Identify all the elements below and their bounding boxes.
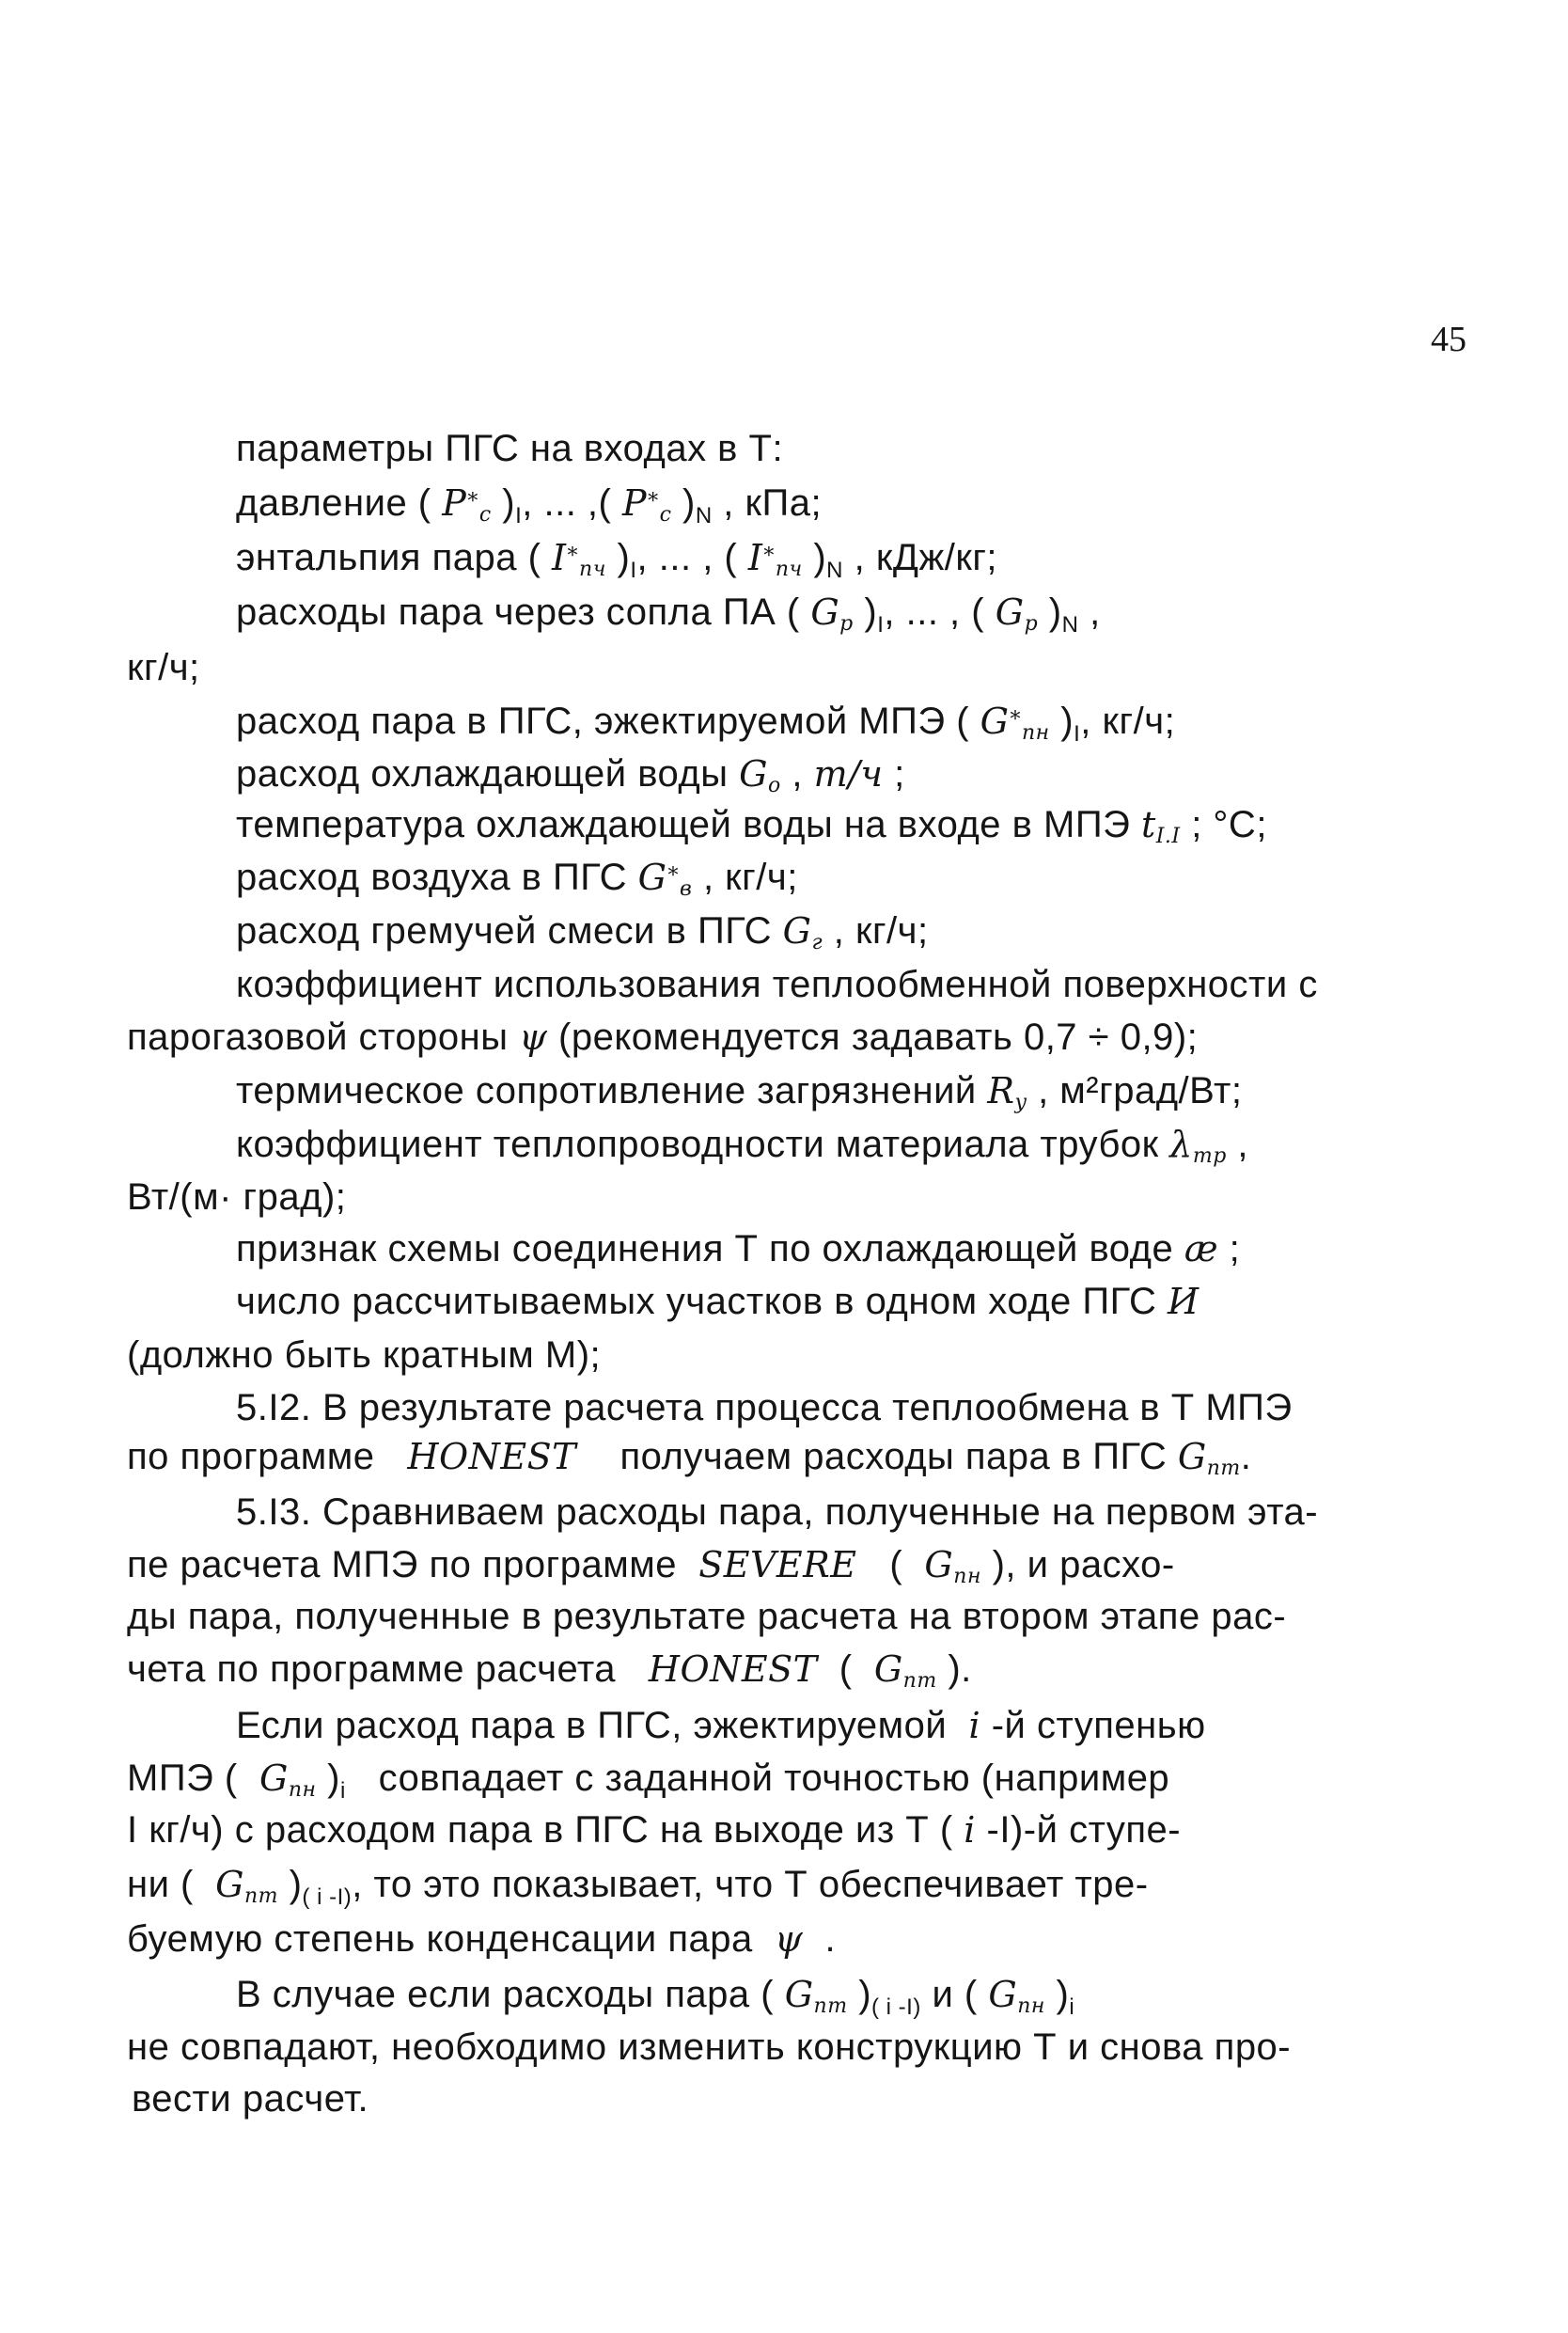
symbol-subscript: пн bbox=[953, 1565, 981, 1588]
symbol-base: HONEST bbox=[648, 1648, 818, 1690]
math-symbol bbox=[1168, 1281, 1200, 1322]
math-symbol bbox=[621, 482, 672, 527]
symbol-subscript: г bbox=[811, 931, 823, 954]
text-run: 5.I3. Сравниваем расходы пара, полученные на первом эта- bbox=[236, 1491, 1319, 1533]
symbol-base: æ bbox=[1184, 1228, 1219, 1269]
text-run: энтальпия пара ( bbox=[236, 537, 553, 578]
symbol-subscript: пн bbox=[288, 1778, 317, 1802]
math-symbol bbox=[784, 1974, 848, 2018]
text-run: расход охлаждающей воды bbox=[236, 753, 740, 795]
subscript-index: I bbox=[877, 612, 885, 638]
symbol-subscript: пт bbox=[1206, 1457, 1241, 1480]
symbol-base: SEVERE bbox=[698, 1544, 857, 1585]
text-line bbox=[236, 701, 1176, 747]
text-run: , кДж/кг; bbox=[843, 537, 998, 578]
symbol-base: i bbox=[964, 1809, 976, 1851]
symbol-subscript: c bbox=[659, 503, 672, 527]
text-run: ) bbox=[605, 537, 631, 578]
symbol-base: G bbox=[782, 910, 812, 952]
text-run: расход гремучей смеси в ПГС bbox=[236, 910, 783, 952]
symbol-base: И bbox=[1168, 1281, 1200, 1322]
text-line bbox=[236, 1124, 1249, 1168]
text-run: не совпадают, необходимо изменить конструкцию Т и снова про- bbox=[127, 2026, 1292, 2068]
symbol-subscript: пч bbox=[775, 558, 803, 581]
text-run: , кПа; bbox=[712, 482, 823, 524]
page-number: 45 bbox=[1431, 320, 1466, 359]
subscript-index: i bbox=[1069, 1994, 1075, 2020]
symbol-superscript: * bbox=[567, 544, 579, 568]
text-run: ) bbox=[277, 1864, 303, 1905]
text-run: , bbox=[1078, 591, 1101, 633]
text-run: ; °С; bbox=[1180, 804, 1267, 845]
text-line bbox=[236, 537, 998, 583]
text-run: пе расчета МПЭ по программе bbox=[127, 1544, 699, 1585]
symbol-base: P bbox=[442, 482, 467, 524]
symbol-base: G bbox=[924, 1544, 954, 1585]
text-run: , кг/ч; bbox=[1080, 701, 1176, 742]
text-line bbox=[127, 1809, 1181, 1851]
text-line bbox=[236, 804, 1267, 848]
text-run: по программе bbox=[127, 1436, 408, 1477]
text-run: ( bbox=[817, 1648, 874, 1690]
text-line bbox=[127, 1334, 601, 1376]
text-run: , кг/ч; bbox=[692, 857, 798, 898]
math-symbol bbox=[783, 910, 823, 952]
symbol-base: G bbox=[259, 1758, 289, 1799]
math-symbol bbox=[995, 591, 1039, 636]
text-run: ни ( bbox=[127, 1864, 216, 1905]
text-line bbox=[236, 964, 1318, 1005]
text-line bbox=[236, 1281, 1200, 1322]
symbol-subscript: пн bbox=[1017, 1994, 1045, 2018]
text-line bbox=[127, 1176, 346, 1218]
text-run: коэффициент использования теплообменной поверхности с bbox=[236, 964, 1318, 1005]
text-run: , кг/ч; bbox=[823, 910, 929, 952]
subscript-index: i bbox=[339, 1778, 346, 1804]
text-run: ; bbox=[883, 753, 905, 795]
math-symbol bbox=[739, 753, 781, 795]
math-symbol bbox=[1140, 804, 1181, 848]
text-line bbox=[127, 1758, 1170, 1804]
text-run: ) bbox=[847, 1974, 872, 2015]
text-line bbox=[127, 1017, 1198, 1058]
math-symbol bbox=[215, 1864, 278, 1908]
text-run: давление ( bbox=[236, 482, 443, 524]
math-symbol bbox=[407, 1436, 576, 1477]
symbol-base: G bbox=[1177, 1436, 1207, 1477]
symbol-base: t bbox=[1140, 804, 1156, 845]
text-line bbox=[127, 1596, 1286, 1637]
math-symbol bbox=[964, 1809, 976, 1851]
text-line bbox=[236, 1491, 1318, 1533]
text-run: (рекомендуется задавать 0,7 ÷ 0,9); bbox=[547, 1017, 1199, 1058]
math-symbol bbox=[1184, 1228, 1218, 1269]
text-run: ( bbox=[856, 1544, 925, 1585]
text-line bbox=[127, 1918, 836, 1960]
symbol-subscript: пн bbox=[1022, 721, 1050, 745]
text-line bbox=[236, 1387, 1293, 1428]
symbol-subscript: y bbox=[1014, 1091, 1027, 1114]
math-symbol bbox=[810, 591, 854, 636]
text-run: В случае если расходы пара ( bbox=[236, 1974, 785, 2015]
text-run: число рассчитываемых участков в одном ходе ПГС bbox=[236, 1281, 1168, 1322]
text-line bbox=[236, 428, 783, 469]
text-run: признак схемы соединения Т по охлаждающей воде bbox=[236, 1228, 1184, 1269]
subscript-index: N bbox=[695, 503, 713, 528]
text-line bbox=[236, 591, 1101, 638]
text-run: , ... ,( bbox=[522, 482, 622, 524]
math-symbol bbox=[259, 1758, 317, 1802]
text-run: чета по программе расчета bbox=[127, 1648, 649, 1690]
text-run: коэффициент теплопроводности материала трубок bbox=[236, 1124, 1170, 1165]
text-run: МПЭ ( bbox=[127, 1758, 259, 1799]
text-run: ) bbox=[1049, 701, 1074, 742]
text-run: , м²град/Вт; bbox=[1027, 1070, 1243, 1111]
text-line bbox=[236, 482, 823, 528]
text-run: ; bbox=[1218, 1228, 1241, 1269]
symbol-subscript: p bbox=[1024, 612, 1039, 636]
text-run: ) bbox=[671, 482, 696, 524]
text-run: получаем расходы пара в ПГС bbox=[576, 1436, 1178, 1477]
math-symbol bbox=[1169, 1124, 1227, 1168]
text-line bbox=[236, 910, 929, 952]
math-symbol bbox=[814, 753, 884, 795]
text-run: расход пара в ПГС, эжектируемой МПЭ ( bbox=[236, 701, 980, 742]
math-symbol bbox=[747, 537, 803, 581]
text-run: I кг/ч) с расходом пара в ПГС на выходе из Т ( bbox=[127, 1809, 964, 1851]
text-run: ) bbox=[491, 482, 516, 524]
text-run: , ... , ( bbox=[636, 537, 748, 578]
text-line bbox=[236, 1070, 1243, 1114]
symbol-subscript: c bbox=[478, 503, 492, 527]
symbol-base: G bbox=[637, 857, 667, 898]
text-line bbox=[127, 647, 200, 688]
symbol-subscript: I.I bbox=[1155, 825, 1181, 848]
symbol-base: ψ bbox=[519, 1017, 548, 1058]
text-line bbox=[236, 1974, 1075, 2020]
text-run: , bbox=[780, 753, 814, 795]
subscript-index: I bbox=[1074, 721, 1081, 747]
text-run: . bbox=[1240, 1436, 1252, 1477]
text-run: -I)-й ступе- bbox=[975, 1809, 1182, 1851]
subscript-index: N bbox=[826, 558, 844, 583]
math-symbol bbox=[649, 1648, 818, 1690]
math-symbol bbox=[873, 1648, 937, 1693]
text-line bbox=[127, 1864, 1149, 1910]
text-run: , то это показывает, что Т обеспечивает тре- bbox=[352, 1864, 1149, 1905]
math-symbol bbox=[1177, 1436, 1241, 1480]
math-symbol bbox=[775, 1918, 803, 1960]
text-line bbox=[236, 857, 798, 901]
text-run: 5.I2. В результате расчета процесса теплообмена в Т МПЭ bbox=[236, 1387, 1293, 1428]
text-run: ) bbox=[1038, 591, 1062, 633]
text-line bbox=[236, 1228, 1240, 1269]
symbol-base: G bbox=[739, 753, 768, 795]
text-line bbox=[236, 753, 905, 795]
subscript-index: ( i -I) bbox=[302, 1884, 353, 1910]
math-symbol bbox=[980, 701, 1050, 745]
symbol-base: G bbox=[995, 591, 1025, 633]
symbol-base: HONEST bbox=[407, 1436, 577, 1477]
math-symbol bbox=[968, 1705, 980, 1746]
subscript-index: ( i -I) bbox=[871, 1994, 921, 2020]
symbol-subscript: пт bbox=[243, 1884, 278, 1908]
math-symbol bbox=[519, 1017, 547, 1058]
text-run: ) bbox=[853, 591, 878, 633]
text-run: вести расчет. bbox=[132, 2078, 369, 2120]
symbol-base: I bbox=[747, 537, 763, 578]
symbol-base: G bbox=[980, 701, 1010, 742]
subscript-index: I bbox=[630, 558, 637, 583]
math-symbol bbox=[637, 857, 693, 901]
text-line bbox=[127, 1436, 1252, 1480]
text-run: буемую степень конденсации пара bbox=[127, 1918, 775, 1960]
text-run: кг/ч; bbox=[127, 647, 200, 688]
symbol-base: т/ч bbox=[813, 753, 884, 795]
text-run: термическое сопротивление загрязнений bbox=[236, 1070, 988, 1111]
symbol-subscript: пт bbox=[813, 1994, 848, 2018]
text-run: расходы пара через сопла ПА ( bbox=[236, 591, 811, 633]
text-line bbox=[132, 2078, 368, 2120]
symbol-superscript: * bbox=[667, 864, 680, 888]
text-run: параметры ПГС на входах в Т: bbox=[236, 428, 784, 469]
text-run: совпадает с заданной точностью (например bbox=[345, 1758, 1170, 1799]
text-run: температура охлаждающей воды на входе в МПЭ bbox=[236, 804, 1141, 845]
text-run: ), и расхо- bbox=[980, 1544, 1175, 1585]
symbol-subscript: пч bbox=[579, 558, 606, 581]
math-symbol bbox=[987, 1070, 1027, 1114]
text-line bbox=[127, 1648, 972, 1693]
symbol-base: i bbox=[968, 1705, 981, 1746]
symbol-superscript: * bbox=[1010, 708, 1022, 732]
text-run: ) bbox=[802, 537, 827, 578]
symbol-base: G bbox=[215, 1864, 244, 1905]
text-run: -й ступенью bbox=[980, 1705, 1206, 1746]
symbol-base: P bbox=[621, 482, 648, 524]
math-symbol bbox=[442, 482, 492, 527]
symbol-superscript: * bbox=[648, 490, 659, 513]
symbol-base: G bbox=[784, 1974, 814, 2015]
text-run: , bbox=[1226, 1124, 1249, 1165]
text-run: и ( bbox=[920, 1974, 989, 2015]
text-run: парогазовой стороны bbox=[127, 1017, 520, 1058]
text-line bbox=[127, 1544, 1175, 1588]
symbol-base: λ bbox=[1169, 1124, 1193, 1165]
symbol-subscript: p bbox=[839, 612, 854, 636]
symbol-subscript: в bbox=[680, 877, 693, 901]
text-run: ды пара, полученные в результате расчета на втором этапе рас- bbox=[127, 1596, 1287, 1637]
text-run: расход воздуха в ПГС bbox=[236, 857, 638, 898]
subscript-index: I bbox=[515, 503, 523, 528]
math-symbol bbox=[552, 537, 606, 581]
symbol-base: R bbox=[987, 1070, 1015, 1111]
text-line bbox=[236, 1705, 1206, 1746]
symbol-base: ψ bbox=[775, 1918, 804, 1960]
symbol-base: G bbox=[873, 1648, 903, 1690]
text-line bbox=[127, 2026, 1291, 2068]
math-symbol bbox=[698, 1544, 856, 1585]
symbol-subscript: тр bbox=[1192, 1144, 1227, 1168]
math-symbol bbox=[924, 1544, 981, 1588]
text-run: . bbox=[803, 1918, 837, 1960]
text-run: , ... , ( bbox=[884, 591, 996, 633]
text-run: Вт/(м· град); bbox=[127, 1176, 347, 1218]
text-run: ). bbox=[936, 1648, 972, 1690]
symbol-base: G bbox=[810, 591, 840, 633]
symbol-base: G bbox=[988, 1974, 1018, 2015]
symbol-subscript: пт bbox=[902, 1669, 937, 1693]
symbol-superscript: * bbox=[467, 490, 478, 513]
subscript-index: N bbox=[1061, 612, 1079, 638]
symbol-subscript: o bbox=[767, 774, 781, 797]
symbol-superscript: * bbox=[763, 544, 775, 568]
math-symbol bbox=[988, 1974, 1045, 2018]
text-run: Если расход пара в ПГС, эжектируемой bbox=[236, 1705, 969, 1746]
text-run: (должно быть кратным М); bbox=[127, 1334, 602, 1376]
text-run: ) bbox=[316, 1758, 340, 1799]
symbol-base: I bbox=[552, 537, 567, 578]
text-run: ) bbox=[1044, 1974, 1070, 2015]
